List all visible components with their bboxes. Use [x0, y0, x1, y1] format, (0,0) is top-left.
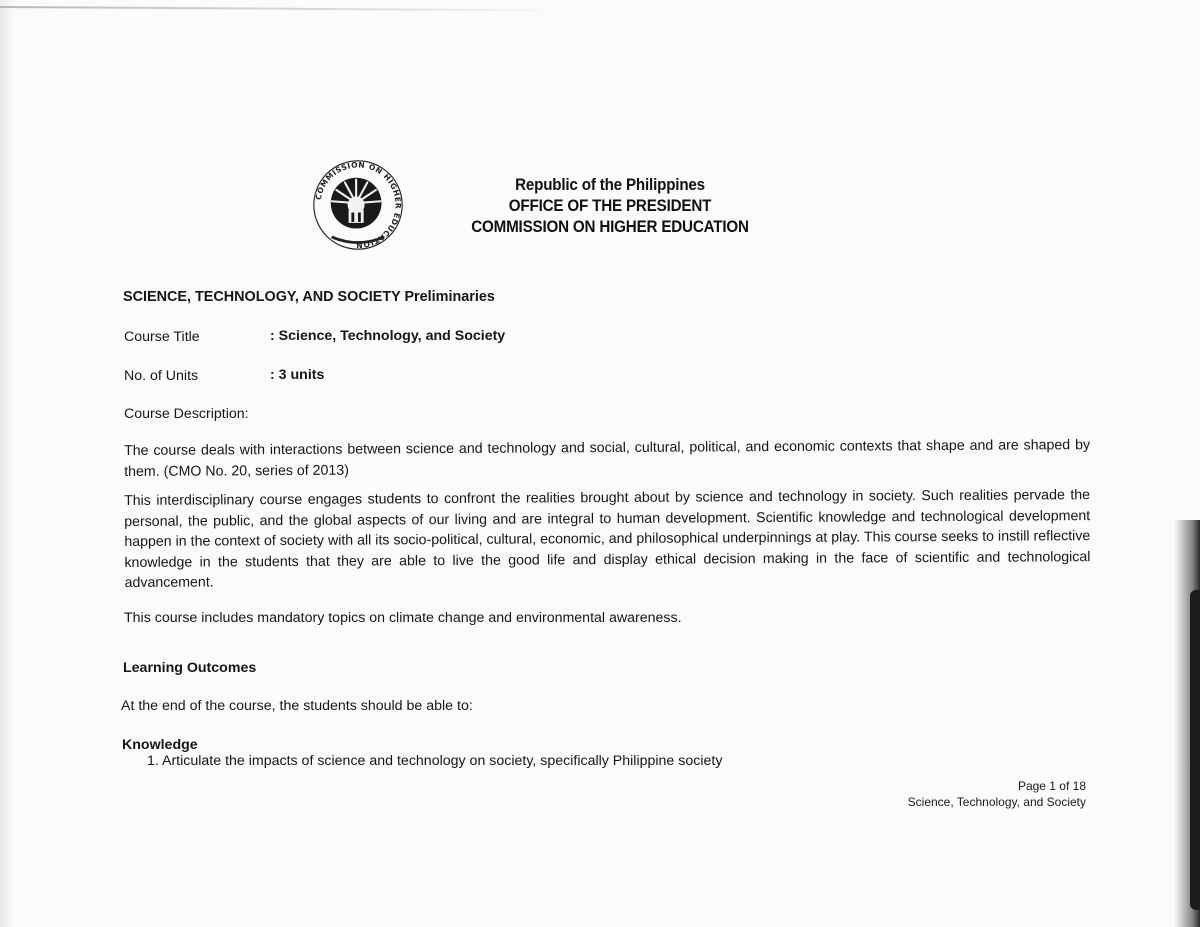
- learning-outcomes-heading: Learning Outcomes: [123, 660, 257, 676]
- course-description-label: Course Description:: [124, 406, 249, 422]
- footer-course-name: Science, Technology, and Society: [907, 795, 1086, 809]
- header-republic: Republic of the Philippines: [515, 176, 705, 194]
- course-title-value: : Science, Technology, and Society: [270, 328, 506, 344]
- learning-outcomes-intro: At the end of the course, the students should be able to:: [121, 698, 473, 714]
- page-footer: [908, 778, 1086, 810]
- scan-top-edge: [0, 6, 560, 11]
- course-title-label: Course Title: [124, 329, 200, 345]
- header-commission: COMMISSION ON HIGHER EDUCATION: [471, 218, 749, 236]
- document-heading: SCIENCE, TECHNOLOGY, AND SOCIETY Preliminaries: [123, 289, 495, 305]
- units-value: : 3 units: [270, 367, 325, 383]
- knowledge-heading: Knowledge: [122, 737, 198, 753]
- description-paragraph-1: The course deals with interactions between science and technology and social, cultural, political, and economic contexts that shape and are shaped by them. (CMO No. 20, series of 2013): [124, 437, 1091, 480]
- letterhead: [444, 175, 775, 238]
- page-number: Page 1 of 18: [1017, 779, 1086, 793]
- scan-left-shadow: [0, 0, 14, 927]
- seal-icon: [311, 158, 405, 252]
- units-label: No. of Units: [124, 368, 199, 384]
- knowledge-item-1: 1. Articulate the impacts of science and technology on society, specifically Philippine society: [147, 753, 723, 769]
- header-office: OFFICE OF THE PRESIDENT: [508, 197, 712, 215]
- description-paragraph-2: This interdisciplinary course engages students to confront the realities brought about by science and technology in society. Such realities pervade the personal, the public, and the global aspects of our living and are integral to human development. Scientific knowledge and technological development happen in the context of society with all its socio-political, cultural, economic, and philosophical underpinnings at play. This course seeks to instill reflective knowledge in the students that they are able to live the good life and display ethical decision making in the face of scientific and technological advancement.: [124, 487, 1091, 591]
- seal-text: COMMISSION ON HIGHER EDUCATION: [313, 160, 403, 250]
- scan-right-edge: [1190, 590, 1200, 910]
- description-paragraph-3: This course includes mandatory topics on climate change and environmental awareness.: [124, 610, 682, 626]
